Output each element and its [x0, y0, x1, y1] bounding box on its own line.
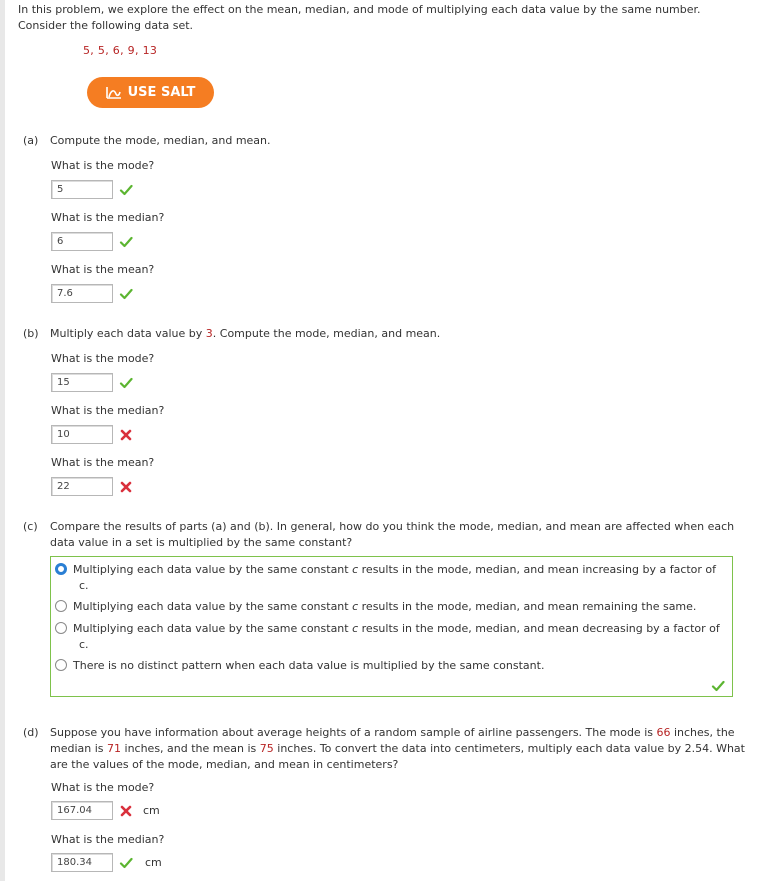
part-c-prompt-line-1: Compare the results of parts (a) and (b). In general, how do you think the mode, median, and mean are affected when each: [50, 520, 735, 533]
option-1-text-end: results in the mode, median, and mean increasing by a factor of: [358, 563, 717, 576]
part-a-prompt: Compute the mode, median, and mean.: [50, 134, 271, 147]
part-b-header: [23, 326, 743, 342]
part-d-mode-inches: 66: [656, 726, 671, 739]
part-d-median-inches: 71: [107, 742, 122, 755]
part-d-mean-inches: 75: [259, 742, 274, 755]
intro-line-2: Consider the following data set.: [18, 19, 194, 32]
option-3-continuation: c.: [79, 638, 89, 651]
part-b-mode-question: What is the mode?: [51, 352, 155, 365]
option-1-var: c: [352, 563, 359, 576]
part-d-text-4: inches, and the mean is: [121, 742, 260, 755]
option-1-continuation: c.: [79, 579, 89, 592]
part-b-median-input[interactable]: [51, 425, 113, 444]
radio-button[interactable]: [55, 622, 67, 634]
part-c-option-2[interactable]: [55, 599, 725, 615]
part-d-text-5: inches. To convert the data into centimeters, multiply each data value by 2.54. What: [273, 742, 745, 755]
part-a-mean-question: What is the mean?: [51, 263, 155, 276]
part-d-median-question: What is the median?: [51, 833, 165, 846]
cross-icon: [119, 480, 133, 494]
radio-button[interactable]: [55, 600, 67, 612]
part-c-option-3[interactable]: [55, 621, 725, 653]
option-3-var: c: [352, 622, 359, 635]
part-c-label: (c): [23, 520, 38, 533]
part-d-mode-unit: cm: [143, 804, 160, 817]
part-c-option-1[interactable]: [55, 562, 725, 594]
use-salt-button[interactable]: [87, 77, 214, 108]
part-d-median-unit: cm: [145, 856, 162, 869]
part-b-mean-question: What is the mean?: [51, 456, 155, 469]
problem-intro: [18, 2, 738, 34]
check-icon: [119, 235, 133, 249]
left-scroll-strip: [0, 0, 5, 881]
option-2-text: Multiplying each data value by the same constant: [73, 600, 353, 613]
part-d-text-6: are the values of the mode, median, and mean in centimeters?: [50, 758, 399, 771]
option-2-text-end: results in the mode, median, and mean remaining the same.: [358, 600, 697, 613]
part-a-label: (a): [23, 134, 39, 147]
cross-icon: [119, 428, 133, 442]
check-icon: [119, 183, 133, 197]
part-b-prompt-pre: Multiply each data value by: [50, 327, 206, 340]
option-3-text: Multiplying each data value by the same constant: [73, 622, 353, 635]
part-a-mean-input[interactable]: [51, 284, 113, 303]
use-salt-label: USE SALT: [127, 85, 196, 100]
option-1-text: Multiplying each data value by the same constant: [73, 563, 353, 576]
part-d-text-1: Suppose you have information about average heights of a random sample of airline passengers. The mode is: [50, 726, 657, 739]
part-a-median-question: What is the median?: [51, 211, 165, 224]
part-b-prompt-post: . Compute the mode, median, and mean.: [212, 327, 441, 340]
part-b-mode-input[interactable]: [51, 373, 113, 392]
check-icon: [119, 287, 133, 301]
part-d-median-input[interactable]: [51, 853, 113, 872]
radio-button-selected[interactable]: [55, 563, 67, 575]
radio-button[interactable]: [55, 659, 67, 671]
part-a-median-input[interactable]: [51, 232, 113, 251]
part-c-option-4[interactable]: [55, 658, 725, 674]
salt-icon: [106, 86, 122, 99]
part-a-mode-question: What is the mode?: [51, 159, 155, 172]
part-d-mode-input[interactable]: [51, 801, 113, 820]
part-a-mode-input[interactable]: [51, 180, 113, 199]
part-d-header: [23, 725, 751, 773]
check-icon: [119, 376, 133, 390]
part-b-multiplier: 3: [205, 327, 213, 340]
check-icon: [119, 856, 133, 870]
option-4-text: There is no distinct pattern when each data value is multiplied by the same constant.: [73, 659, 545, 672]
option-2-var: c: [352, 600, 359, 613]
intro-line-1: In this problem, we explore the effect on the mean, median, and mode of multiplying each data value by the same number.: [18, 3, 701, 16]
part-d-mode-question: What is the mode?: [51, 781, 155, 794]
part-b-median-question: What is the median?: [51, 404, 165, 417]
part-d-text-2: inches, the: [670, 726, 735, 739]
part-d-text-3: median is: [50, 742, 108, 755]
part-c-header: [23, 519, 743, 551]
data-set: 5, 5, 6, 9, 13: [83, 44, 158, 57]
check-icon: [711, 679, 725, 693]
part-b-label: (b): [23, 327, 39, 340]
part-b-mean-input[interactable]: [51, 477, 113, 496]
option-3-text-end: results in the mode, median, and mean decreasing by a factor of: [358, 622, 720, 635]
part-d-label: (d): [23, 726, 39, 739]
cross-icon: [119, 804, 133, 818]
part-a-header: [23, 133, 743, 149]
part-c-prompt-line-2: data value in a set is multiplied by the same constant?: [50, 536, 353, 549]
